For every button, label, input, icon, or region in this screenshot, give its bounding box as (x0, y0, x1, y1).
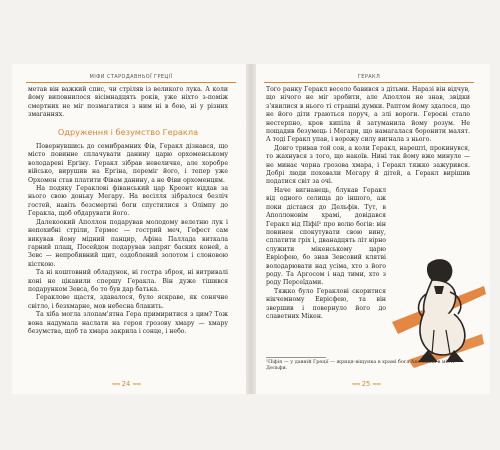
chapter-heading: Одруження і безумство Геракла (57, 126, 199, 137)
paragraph: Довго тривав той сон, а коли Геракл, нарешті, прокинувся, то жахнувся з того, що накоїв. Нині так йому вже минуле — не минає чорна грозова хмара, і Геракл тяжко зажурився. Добрі люди поховали Мегару й дітей, а Геракл вирішив податися світ за очі. (266, 144, 470, 186)
wave-ornament-icon: ≈≈ (351, 381, 360, 388)
paragraph: На подяку Гераклові фіванський цар Креонт віддав за нього свою доньку Мегару. На весілля зібралося безліч гостей, навіть безсмертні боги спустилися з Олімпу до Геракла, щоб обдарувати його. (28, 185, 228, 218)
right-running-head: ГЕРАКЛ (264, 74, 474, 83)
wave-ornament-icon: ≈≈ (132, 381, 141, 388)
book-gutter (246, 64, 256, 394)
paragraph: Та ні коштовний обладунок, ні гостра зброя, ні витривалі коні не цікавили спершу Геракла. Він дуже тішився подарунком Зевса, бо то був дар батька. (28, 269, 228, 293)
wave-ornament-icon: ≈≈ (372, 381, 381, 388)
paragraph: Наче вигнанець, блукав Геракл від одного селища до іншого, аж поки дістався до Дельфів. Тут, в Аполлоновім храмі, довідався Геракл від Піфії¹ про волю богів: він повинен спокутувати свою вину, сплатити гріх і, дванадцять літ вірно служити мікенському царю Еврісфею, бо знав Зевсовий клятві володарювати над усіма, хто з його роду. Та Аргосом і над тими, хто з роду Персеїдами. (266, 186, 386, 287)
paragraph: Далекоокий Аполлон подарував молодому велетню лук і непохибні стріли, Гермес — гострий меч, Гефест сам викував йому мідний панцир, Афіна Паллада виткала гарний плащ, Посейдон подарував запряг баских коней, а Зевс — непробивний щит, оздоблений золотом і слоновою кісткою. (28, 218, 228, 268)
footnote: ¹Піфія — у давній Греції — жриця-віщунка в храмі бога Аполлона в місті Дельфи. (266, 359, 455, 372)
paragraph: Тяжко було Гераклові скоритися нікчемному Еврісфею, та він звершив і повернуло його до славетних Мікен. (266, 287, 386, 320)
page-number-text: 24 (121, 380, 131, 388)
paragraph: Повернувшись до семибрамних Фів, Геракл дізнався, що місто повинне сплачувати данину царю орхоменському володареві Ергіну. Геракл зібрав невеличке, але хоробре військо, вирушив на Ергіна, переміг його, і тепер уже Орхомен став платити Фівам данину, а не Фіви орхоменцям. (28, 143, 228, 184)
left-running-head: МІФИ СТАРОДАВНЬОЇ ГРЕЦІЇ (26, 74, 236, 83)
left-page-number (106, 380, 146, 388)
paragraph: Гераклове щастя, здавалося, було яскраве, як сонячне світло, і безхмарне, мов небесна блакить. (28, 294, 228, 310)
intro-paragraph: метав він важкий спис, чи стріляв із великого лука. А коли йому виповнилося вісімнадцять років, уже ніхто з-поміж смертних не міг позмагатися з ним ні в бою, ні у різних змаганнях. (28, 86, 228, 119)
heracles-illustration (388, 250, 488, 370)
wave-ornament-icon: ≈≈ (111, 381, 120, 388)
right-page-number (346, 380, 386, 388)
paragraph: Того ранку Геракл весело бавився з дітьми. Наразі він відчув, що нічого не міг зробити, але Аполлон не знав, звідки з'явилися в нього ті страшні думки. Раптом йому здалося, що не його діти граються поруч, а злі вороги. Героєві стало нестерпно, кров кипіла й затуманила йому розум. Не пощадив безумець і Мегари, що намагалася боронити малят. А тоді Геракл упав, і ворожу силу вигнала з нього. (266, 86, 470, 144)
page-number-text: 25 (361, 380, 371, 388)
paragraph: Та хіба могла злопам'ятна Гера примиритися з цим? Тож вона надумала наслати на героя грозову хмару — хмару безумства, щоб та хмара закрила і сонце, і небо. (28, 311, 228, 335)
footnote-rule (266, 357, 326, 358)
left-page-text (28, 86, 228, 336)
